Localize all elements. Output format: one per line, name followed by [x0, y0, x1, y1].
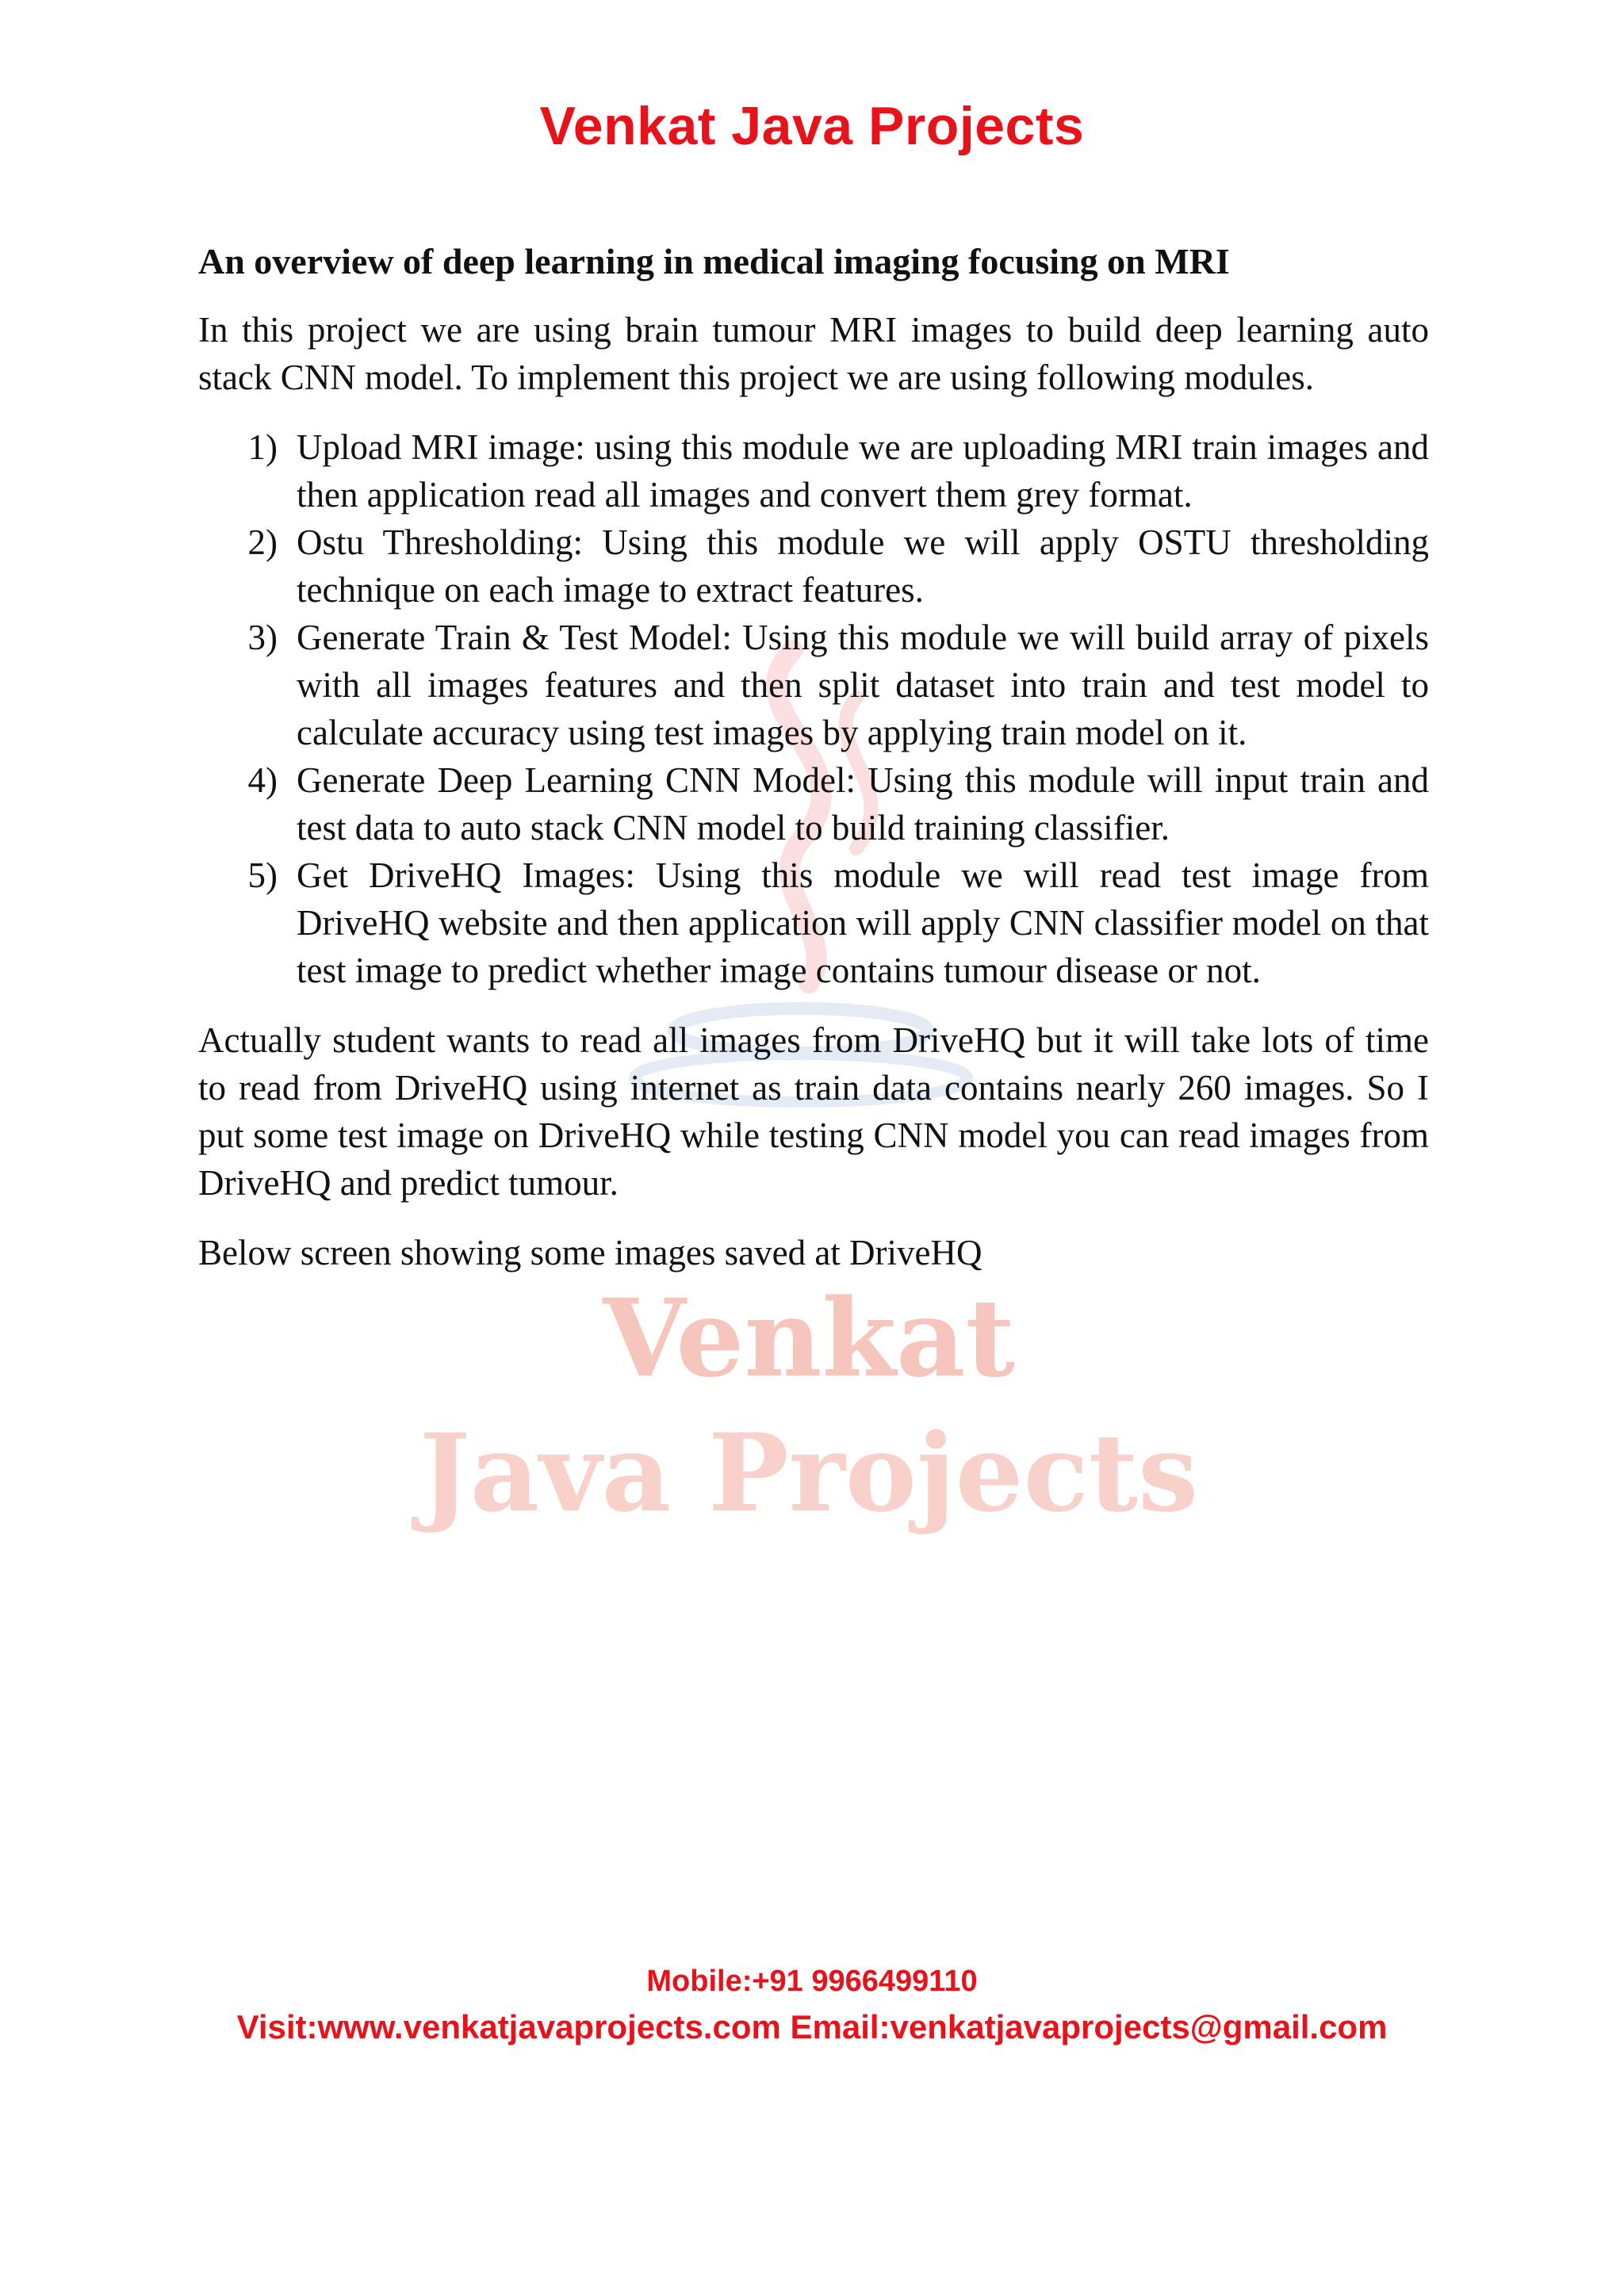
module-number: 4): [247, 760, 278, 800]
module-item-upload: [198, 423, 1429, 519]
intro-paragraph: In this project we are using brain tumour MRI images to build deep learning auto stack CNN model. To implement this project we are using following modules.: [198, 310, 1429, 397]
document-body: [198, 238, 1429, 1299]
footer-contact: Visit:www.venkatjavaprojects.com Email:venkatjavaprojects@gmail.com: [236, 2008, 1388, 2045]
footer-mobile: Mobile:+91 9966499110: [646, 1965, 978, 1998]
module-item-thresholding: [198, 519, 1429, 614]
watermark-line1: Venkat: [603, 1275, 1015, 1401]
module-text: Upload MRI image: using this module we are uploading MRI train images and then application read all images and convert them grey format.: [297, 427, 1429, 515]
module-text: Generate Deep Learning CNN Model: Using this module will input train and test data to auto stack CNN model to build training classifier.: [297, 760, 1429, 848]
watermark-line2: Java Projects: [419, 1410, 1199, 1536]
module-item-drivehq: [198, 851, 1429, 994]
module-text: Get DriveHQ Images: Using this module we will read test image from DriveHQ website and then application will apply CNN classifier model on that test image to predict whether image contains tumour disease or not.: [297, 855, 1429, 990]
module-number: 5): [247, 855, 278, 895]
module-number: 3): [247, 618, 278, 657]
module-item-train-test: [198, 614, 1429, 756]
page-header-title: Venkat Java Projects: [539, 96, 1085, 156]
module-number: 1): [247, 427, 278, 467]
module-item-cnn: [198, 756, 1429, 851]
section-heading: An overview of deep learning in medical imaging focusing on MRI: [198, 241, 1230, 281]
module-number: 2): [247, 522, 278, 562]
drivehq-paragraph: Actually student wants to read all images from DriveHQ but it will take lots of time to read from DriveHQ using internet as train data contains nearly 260 images. So I put some test image on DriveHQ while testing CNN model you can read images from DriveHQ and predict tumour.: [198, 1020, 1429, 1203]
screen-caption-paragraph: Below screen showing some images saved at DriveHQ: [198, 1233, 982, 1272]
module-list: [198, 423, 1429, 994]
module-text: Generate Train & Test Model: Using this module we will build array of pixels with all images features and then split dataset into train and test model to calculate accuracy using test images by applying train model on it.: [297, 618, 1429, 752]
module-text: Ostu Thresholding: Using this module we will apply OSTU thresholding technique on each image to extract features.: [297, 522, 1429, 610]
